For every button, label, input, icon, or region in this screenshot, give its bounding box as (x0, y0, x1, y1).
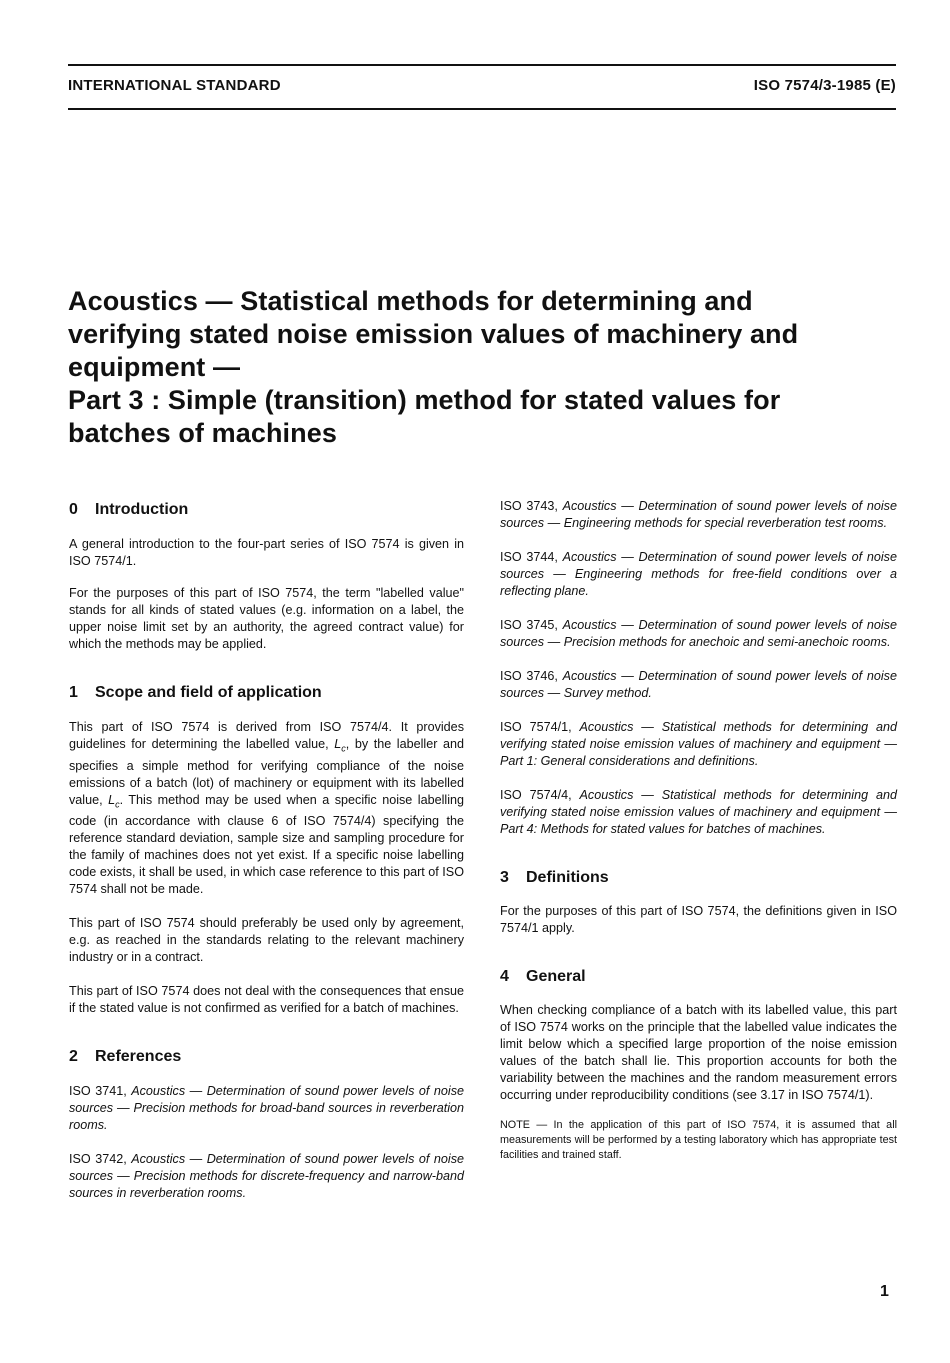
reference-item: ISO 3743, Acoustics — Determination of sound power levels of noise sources — Engineering methods for special reverberation test rooms. (500, 499, 897, 530)
intro-paragraph-1: A general introduction to the four-part series of ISO 7574 is given in ISO 7574/1. (69, 537, 464, 568)
left-column (69, 498, 464, 1202)
title-line-2: verifying stated noise emission values of machinery and (68, 319, 799, 349)
section-1-heading: 1 Scope and field of application (69, 684, 322, 701)
scope-paragraph-2: This part of ISO 7574 should preferably be used only by agreement, e.g. as reached in the standards relating to the relevant machinery industry or in a contract. (69, 916, 464, 965)
definitions-paragraph: For the purposes of this part of ISO 7574, the definitions given in ISO 7574/1 apply. (500, 904, 897, 935)
document-title (68, 285, 908, 450)
title-line-4: Part 3 : Simple (transition) method for stated values for (68, 385, 781, 415)
header-bottom-rule (68, 108, 896, 110)
header-top-rule (68, 64, 896, 66)
right-column (500, 498, 897, 1163)
title-line-5: batches of machines (68, 418, 337, 448)
general-paragraph: When checking compliance of a batch with its labelled value, this part of ISO 7574 works on the principle that the labelled value indicates the limit below which a specified large proportion of the noise emission values of the batch shall lie. This proportion accounts for both the variability between the machines and the random measurement errors occurring under reproducibility conditions (see 3.17 in ISO 7574/1). (500, 1003, 897, 1102)
page-number: 1 (880, 1283, 889, 1300)
reference-item: ISO 3741, Acoustics — Determination of sound power levels of noise sources — Precision methods for broad-band sources in reverberation rooms. (69, 1084, 464, 1133)
reference-item: ISO 7574/1, Acoustics — Statistical methods for determining and verifying stated noise emission values of machinery and equipment — Part 1: General considerations and definitions. (500, 720, 898, 768)
section-2-heading: 2 References (69, 1048, 182, 1066)
section-4-heading: 4 General (500, 968, 586, 985)
labelled-value-symbol-2: $L_c$ (108, 792, 120, 810)
title-line-1: Acoustics — Statistical methods for determining and (68, 286, 753, 316)
section-3-heading: 3 Definitions (500, 869, 609, 886)
intro-paragraph-2: For the purposes of this part of ISO 7574, the term "labelled value" stands for all kinds of stated values (e.g. information on a label, the upper noise limit set by an authority, the agreed contract value) for which the methods may be applied. (69, 586, 464, 651)
reference-item: ISO 3744, Acoustics — Determination of sound power levels of noise sources — Engineering methods for free-field conditions over a reflecting plane. (500, 550, 897, 598)
reference-item: ISO 7574/4, Acoustics — Statistical methods for determining and verifying stated noise emission values of machinery and equipment — Part 4: Methods for stated values for batches of machines. (500, 788, 898, 836)
reference-item: ISO 3745, Acoustics — Determination of sound power levels of noise sources — Precision methods for anechoic and semi-anechoic rooms. (500, 618, 897, 649)
title-line-3: equipment — (68, 352, 241, 382)
reference-item: ISO 3742, Acoustics — Determination of sound power levels of noise sources — Precision methods for discrete-frequency and narrow-band sources in reverberation rooms. (69, 1152, 464, 1201)
scope-paragraph-1: This part of ISO 7574 is derived from ISO 7574/4. It provides guidelines for determining the labelled value, $L_c$, by the labeller and specifies a simple method for verifying compliance of the noise emissions of a batch (lot) of machinery or equipment with its labelled value, $L_c$. This method may be used when a specific noise labelling code (in accordance with clause 6 of ISO 7574/4) specifying the reference standard deviation, sample size and sampling procedure for the family of machines does not yet exist. If a specific noise labelling code exists, it shall be used, in which case reference to this part of ISO 7574 shall not be made. (69, 720, 465, 897)
scope-paragraph-3: This part of ISO 7574 does not deal with the consequences that ensue if the stated value is not confirmed as verified for a batch of machines. (69, 984, 464, 1016)
header-left: INTERNATIONAL STANDARD (68, 77, 281, 94)
reference-item: ISO 3746, Acoustics — Determination of sound power levels of noise sources — Survey method. (500, 669, 897, 700)
labelled-value-symbol: $L_c$ (334, 737, 346, 754)
header-right: ISO 7574/3-1985 (E) (753, 77, 896, 94)
general-note: NOTE — In the application of this part of ISO 7574, it is assumed that all measurements will be performed by a testing laboratory which has appropriate test facilities and trained staff. (500, 1119, 897, 1161)
section-0-heading: 0 Introduction (69, 501, 189, 518)
